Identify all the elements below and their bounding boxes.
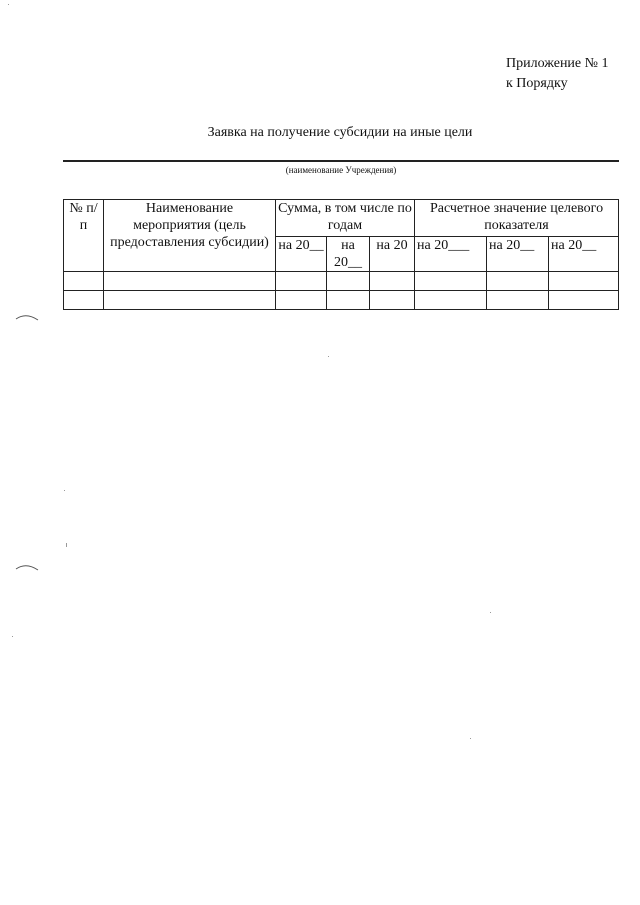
scan-mark-upper — [14, 310, 40, 324]
table-cell — [415, 272, 487, 291]
table-cell — [370, 272, 415, 291]
table-cell — [549, 272, 619, 291]
table-cell — [104, 272, 276, 291]
institution-name-line — [63, 160, 619, 162]
table-cell — [64, 291, 104, 310]
sum-year-3: на 20 — [370, 237, 415, 272]
target-year-3: на 20__ — [549, 237, 619, 272]
table-cell — [487, 272, 549, 291]
header-sum-by-years: Сумма, в том числе по годам — [276, 200, 415, 237]
subsidy-application-table — [63, 199, 619, 310]
table-cell — [64, 272, 104, 291]
institution-name-caption: (наименование Учреждения) — [285, 165, 397, 175]
scan-mark-lower — [14, 560, 40, 574]
table-cell — [327, 272, 370, 291]
annex-heading — [506, 54, 609, 94]
scan-dot — [64, 490, 65, 491]
sum-year-2: на 20__ — [327, 237, 370, 272]
table-row — [64, 291, 619, 310]
table-cell — [276, 291, 327, 310]
scan-dot — [328, 356, 329, 357]
table-cell — [276, 272, 327, 291]
scan-dot — [490, 612, 491, 613]
table-row — [64, 272, 619, 291]
scan-dot — [470, 738, 471, 739]
target-year-1: на 20___ — [415, 237, 487, 272]
scan-dot — [12, 636, 13, 637]
table-header-row — [64, 200, 619, 237]
scan-dot — [66, 543, 67, 547]
scan-dot — [8, 4, 9, 5]
table-cell — [104, 291, 276, 310]
header-activity-name: Наименование мероприятия (цель предоставления субсидии) — [104, 200, 276, 272]
header-number: № п/п — [64, 200, 104, 272]
table-cell — [549, 291, 619, 310]
document-title: Заявка на получение субсидии на иные цели — [207, 125, 473, 140]
annex-number: Приложение № 1 — [506, 56, 609, 71]
table-cell — [487, 291, 549, 310]
table-cell — [415, 291, 487, 310]
header-target-indicator: Расчетное значение целевого показателя — [415, 200, 619, 237]
table-cell — [370, 291, 415, 310]
sum-year-1: на 20__ — [276, 237, 327, 272]
table-cell — [327, 291, 370, 310]
annex-reference: к Порядку — [506, 76, 568, 91]
target-year-2: на 20__ — [487, 237, 549, 272]
